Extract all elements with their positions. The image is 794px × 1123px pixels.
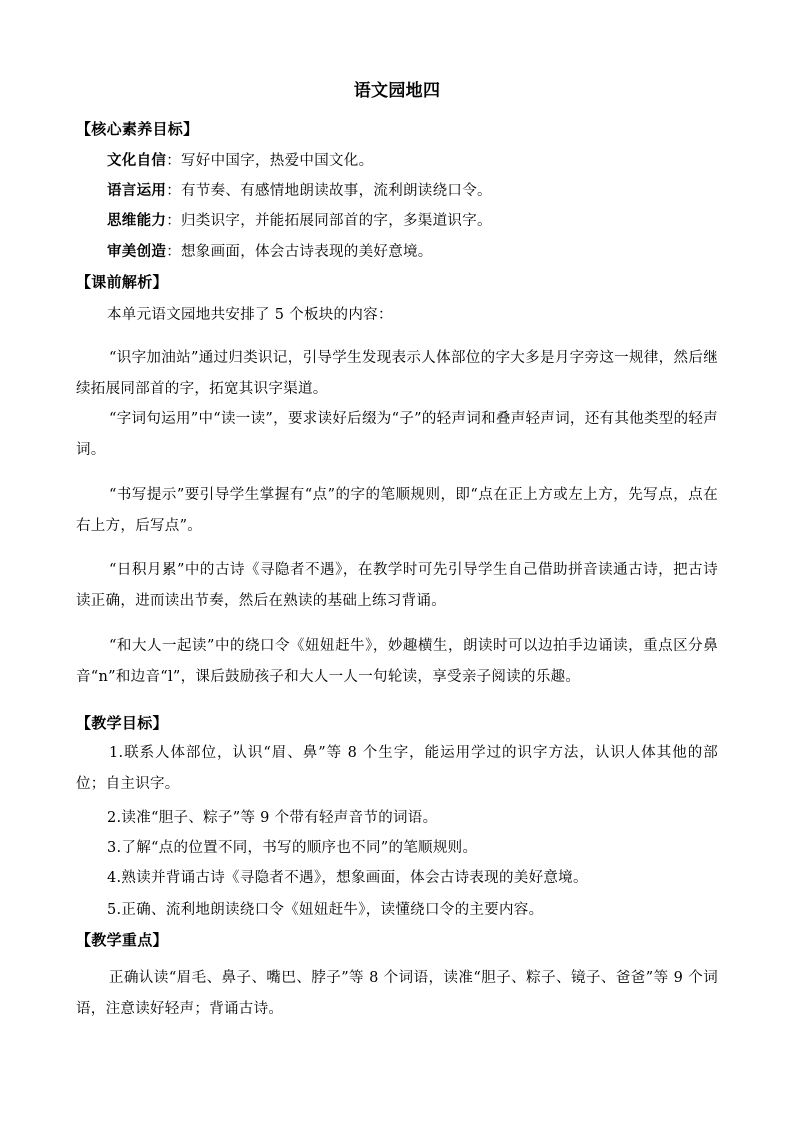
core-goal-text: ：写好中国字，热爱中国文化。 xyxy=(166,153,374,169)
core-goal-item xyxy=(107,240,433,261)
analysis-paragraph: “日积月累”中的古诗《寻隐者不遇》，在教学时可先引导学生自己借助拼音读通古诗，把古诗读正确，进而读出节奏，然后在熟读的基础上练习背诵。 xyxy=(76,562,718,609)
section-heading-pre-class-analysis: 【课前解析】 xyxy=(76,273,168,291)
teaching-goal-item: 5.正确、流利地朗读绕口令《妞妞赶牛》，读懂绕口令的主要内容。 xyxy=(107,902,544,918)
section-heading-core-literacy: 【核心素养目标】 xyxy=(76,120,199,138)
core-goal-text: ：归类识字，并能拓展同部首的字，多渠道识字。 xyxy=(166,213,492,229)
core-goal-text: ：想象画面，体会古诗表现的美好意境。 xyxy=(166,244,433,260)
section-heading-teaching-goals: 【教学目标】 xyxy=(76,714,168,732)
analysis-paragraph: “识字加油站”通过归类识记，引导学生发现表示人体部位的字大多是月字旁这一规律，然后继续拓展同部首的字，拓宽其识字渠道。 xyxy=(76,350,718,397)
core-goal-item xyxy=(107,149,373,170)
section-heading-teaching-focus: 【教学重点】 xyxy=(76,931,168,949)
teaching-goal-item: 3.了解“点的位置不同，书写的顺序也不同”的笔顺规则。 xyxy=(107,840,478,856)
core-goal-item xyxy=(107,179,492,200)
teaching-goal-item: 4.熟读并背诵古诗《寻隐者不遇》，想象画面，体会古诗表现的美好意境。 xyxy=(107,870,588,886)
analysis-intro: 本单元语文园地共安排了 5 个板块的内容： xyxy=(107,307,393,323)
teaching-goal-item: 2.读准“胆子、粽子”等 9 个带有轻声音节的词语。 xyxy=(107,810,438,826)
core-goal-label: 语言运用 xyxy=(107,183,167,199)
core-goal-label: 文化自信 xyxy=(107,153,167,169)
analysis-paragraph: “和大人一起读”中的绕口令《妞妞赶牛》，妙趣横生，朗读时可以边拍手边诵读，重点区分鼻音“n”和边音“l”，课后鼓励孩子和大人一人一句轮读，享受亲子阅读的乐趣。 xyxy=(76,638,718,685)
page-title: 语文园地四 xyxy=(353,81,441,101)
core-goal-label: 审美创造 xyxy=(107,244,167,260)
core-goal-text: ：有节奏、有感情地朗读故事，流利朗读绕口令。 xyxy=(166,183,492,199)
analysis-paragraph: “字词句运用”中“读一读”，要求读好后缀为“子”的轻声词和叠声轻声词，还有其他类型的轻声词。 xyxy=(76,411,718,458)
core-goal-label: 思维能力 xyxy=(107,213,167,229)
analysis-paragraph: “书写提示”要引导学生掌握有“点”的字的笔顺规则，即“点在正上方或左上方，先写点，点在右上方，后写点”。 xyxy=(76,487,718,534)
teaching-focus-paragraph: 正确认读“眉毛、鼻子、嘴巴、脖子”等 8 个词语，读准“胆子、粽子、镜子、爸爸”等 9 个词语，注意读好轻声；背诵古诗。 xyxy=(76,970,718,1017)
teaching-goal-item: 1.联系人体部位，认识“眉、鼻”等 8 个生字，能运用学过的识字方法，认识人体其他的部位；自主识字。 xyxy=(76,745,718,792)
core-goal-item xyxy=(107,209,492,230)
